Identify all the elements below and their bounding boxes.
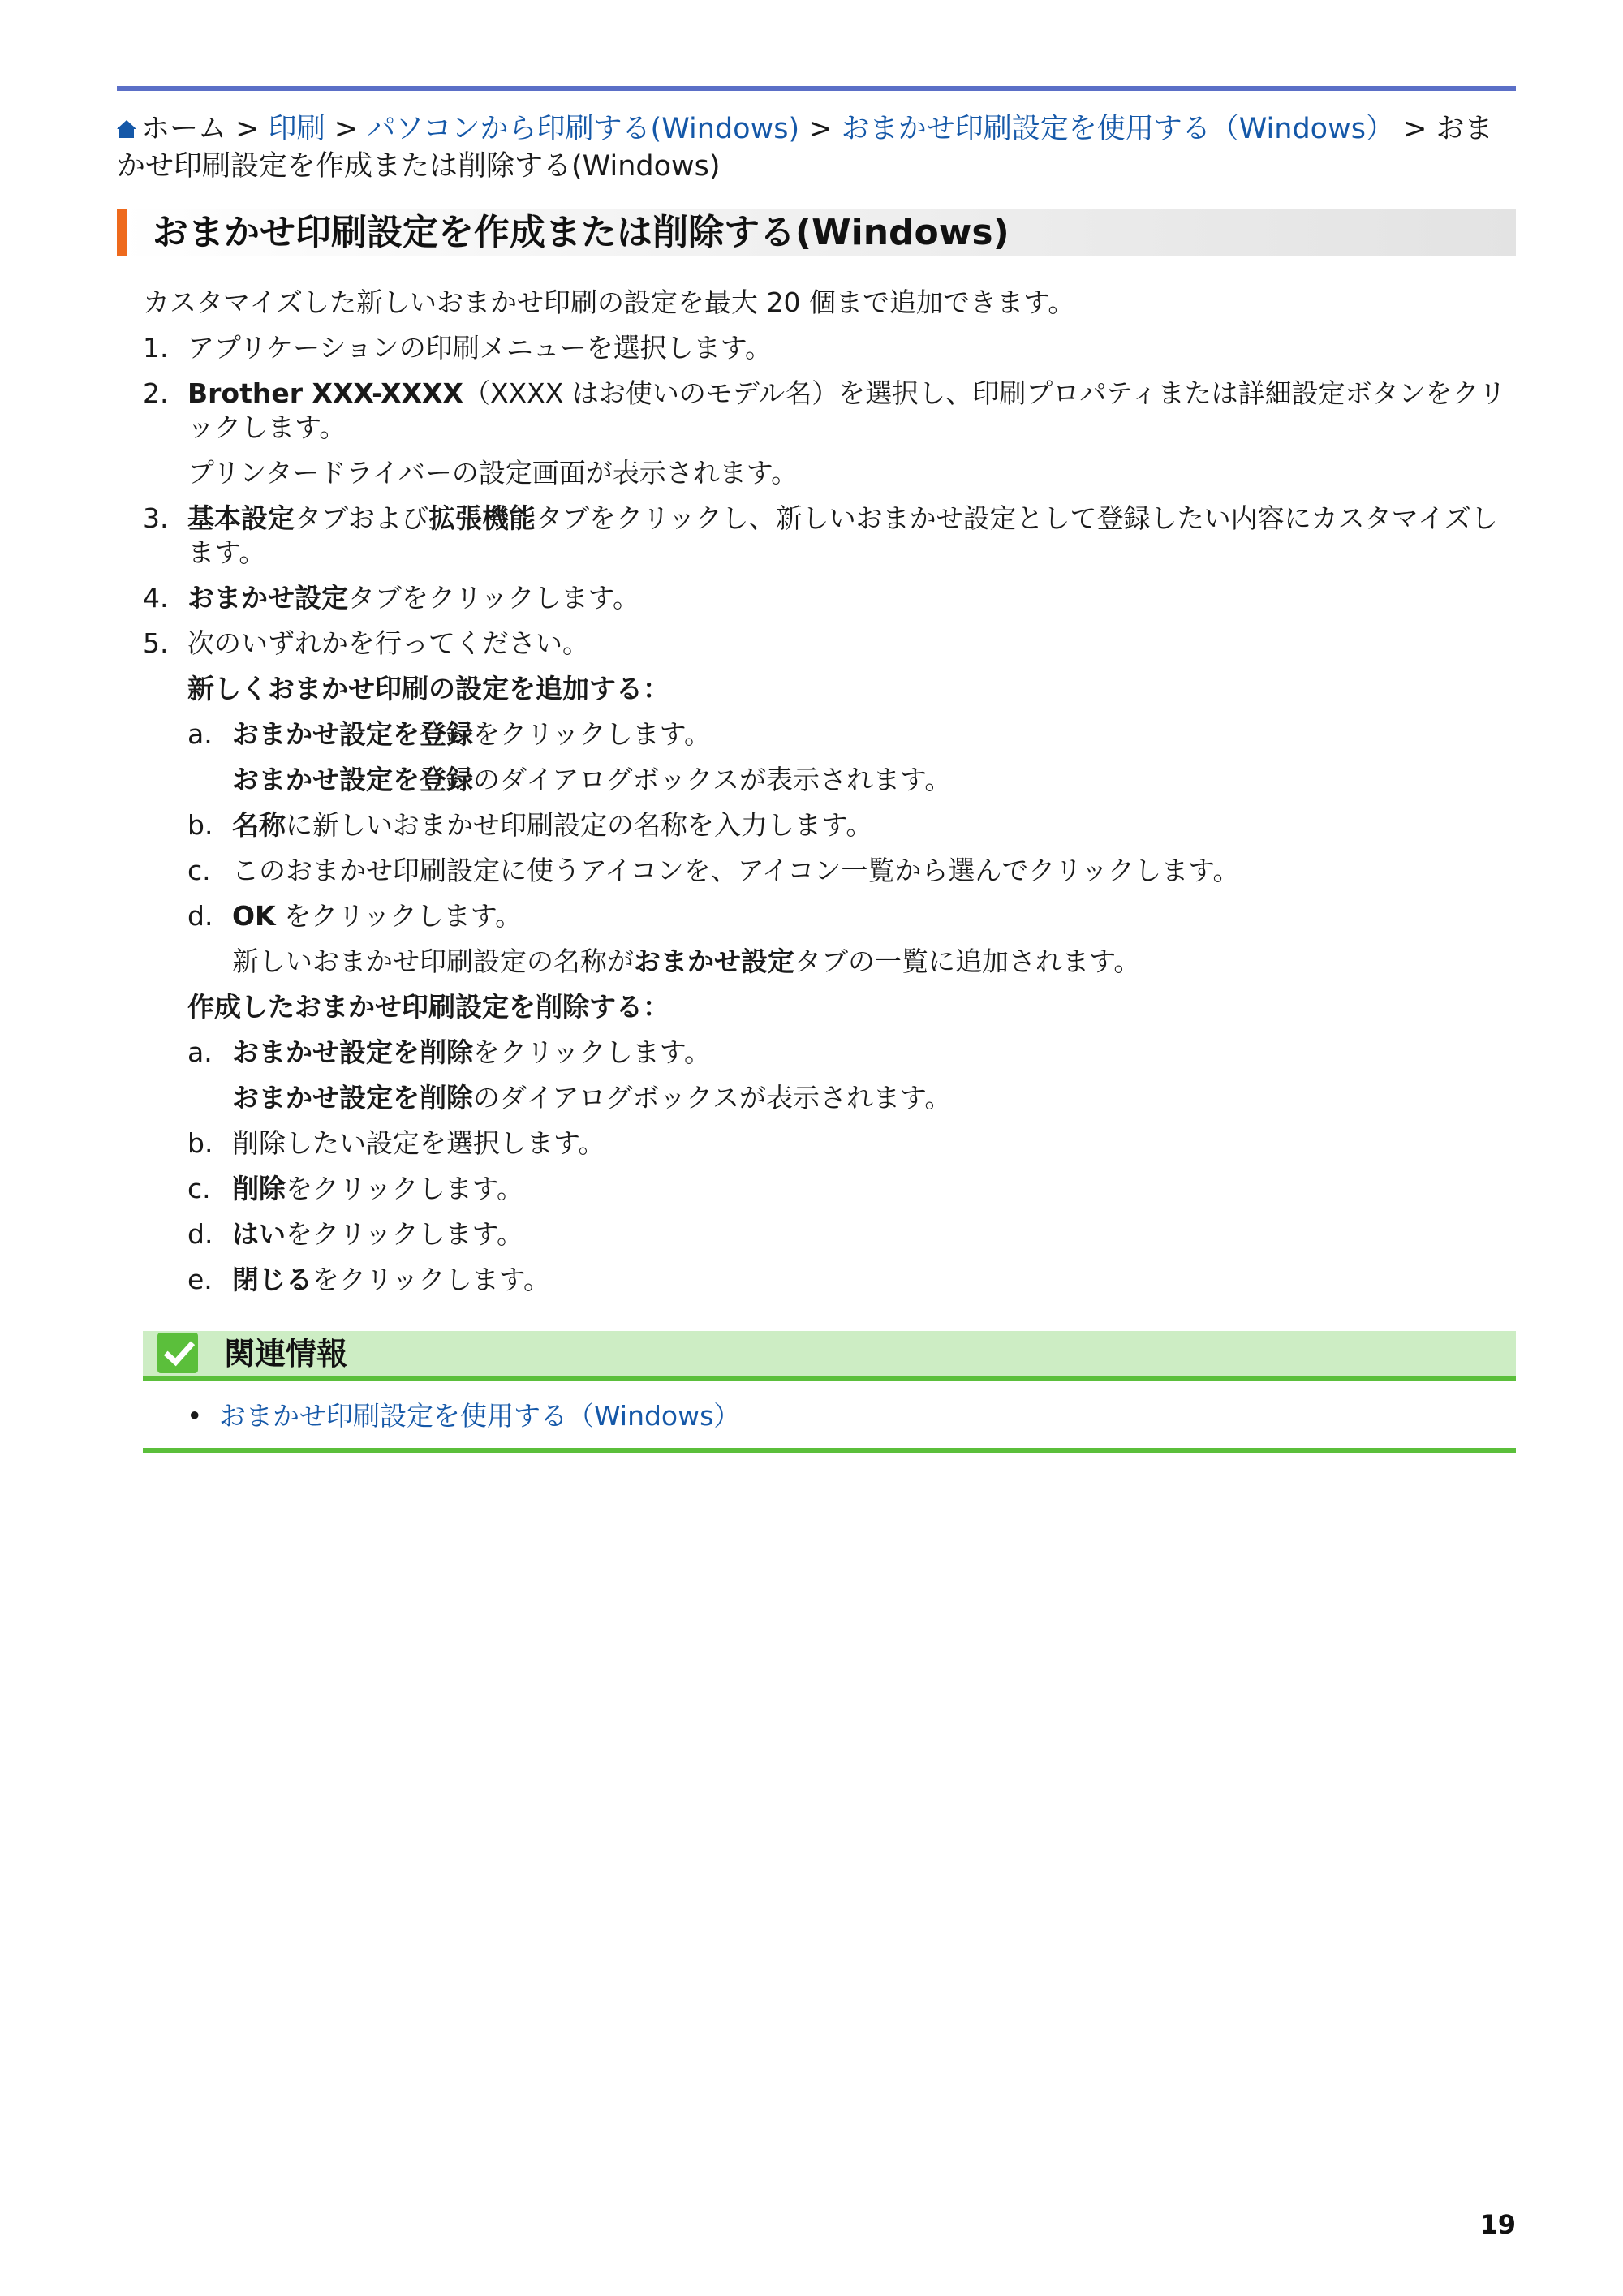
substep-letter: d. <box>187 1218 213 1250</box>
delete-step-c <box>143 1172 1522 1206</box>
breadcrumb <box>117 110 1521 185</box>
register-button-label: おまかせ設定を登録 <box>232 718 473 750</box>
checkmark-icon <box>157 1333 198 1373</box>
add-step-c <box>143 854 1522 888</box>
step-text: タブをクリックします。 <box>348 582 640 614</box>
breadcrumb-home[interactable]: ホーム <box>141 113 227 145</box>
substep-text: をクリックします。 <box>473 718 712 750</box>
step-text: タブおよび <box>295 502 428 534</box>
add-step-a-note <box>143 763 1522 797</box>
substep-letter: c. <box>187 855 211 886</box>
intro-text: カスタマイズした新しいおまかせ印刷の設定を最大 20 個まで追加できます。 <box>143 286 1075 318</box>
breadcrumb-separator: > <box>235 113 260 145</box>
breadcrumb-link-print[interactable]: 印刷 <box>268 113 325 145</box>
add-step-b <box>143 808 1522 842</box>
delete-preset-button-label: おまかせ設定を削除 <box>232 1036 473 1068</box>
delete-button-label: 削除 <box>232 1173 286 1204</box>
delete-dialog-label: おまかせ設定を削除 <box>232 1082 473 1114</box>
add-step-d-note <box>143 945 1522 979</box>
step-2-note: プリンタードライバーの設定画面が表示されます。 <box>187 457 799 489</box>
related-info-list <box>143 1399 1516 1433</box>
substep-text: をクリックします。 <box>473 1036 712 1068</box>
step-4 <box>143 581 1522 615</box>
step-number: 3. <box>143 502 169 534</box>
delete-step-a-note <box>143 1081 1522 1115</box>
related-info-header <box>143 1331 1516 1381</box>
section-title-bar <box>117 209 1516 256</box>
step-text: （XXXX はお使いのモデル名）を選択し、印刷プロパティまたは詳細設定ボタンをクリックします。 <box>187 377 1506 443</box>
title-accent-bar <box>117 209 127 256</box>
substep-letter: d. <box>187 900 213 932</box>
note-text: 新しいおまかせ印刷設定の名称が <box>232 946 634 977</box>
substep-text: 削除したい設定を選択します。 <box>232 1127 605 1159</box>
substep-letter: a. <box>187 1036 213 1068</box>
delete-step-e <box>143 1263 1522 1297</box>
preset-tab-label: おまかせ設定 <box>634 946 794 977</box>
step-number: 1. <box>143 332 169 364</box>
preset-tab-label: おまかせ設定 <box>187 582 348 614</box>
add-step-a <box>143 717 1522 752</box>
basic-settings-tab-label: 基本設定 <box>187 502 295 534</box>
step-1 <box>143 331 1522 365</box>
breadcrumb-current: おまかせ印刷設定を作成または削除する(Windows) <box>117 113 1493 183</box>
delete-section-heading: 作成したおまかせ印刷設定を削除する： <box>187 991 669 1023</box>
step-3 <box>143 502 1522 570</box>
step-5 <box>143 627 1522 661</box>
breadcrumb-separator: > <box>334 113 359 145</box>
breadcrumb-link-preset[interactable]: おまかせ印刷設定を使用する（Windows） <box>841 113 1394 145</box>
step-text: アプリケーションの印刷メニューを選択します。 <box>187 332 773 364</box>
related-link-preset[interactable]: おまかせ印刷設定を使用する（Windows） <box>219 1400 741 1432</box>
substep-letter: a. <box>187 718 213 750</box>
page-number: 19 <box>1479 2209 1516 2240</box>
main-content <box>143 286 1522 1308</box>
close-button-label: 閉じる <box>232 1264 312 1295</box>
step-2 <box>143 377 1522 445</box>
step-number: 4. <box>143 582 169 614</box>
model-name: Brother XXX-XXXX <box>187 377 463 409</box>
delete-step-a <box>143 1036 1522 1070</box>
step-number: 5. <box>143 627 169 659</box>
note-text: のダイアログボックスが表示されます。 <box>473 1082 952 1114</box>
breadcrumb-separator: > <box>808 113 833 145</box>
related-info-rule <box>143 1448 1516 1453</box>
register-dialog-label: おまかせ設定を登録 <box>232 764 473 795</box>
substep-text: をクリックします。 <box>312 1264 551 1295</box>
substep-letter: c. <box>187 1173 211 1204</box>
name-field-label: 名称 <box>232 809 286 841</box>
ok-button-label: OK <box>232 900 276 932</box>
home-icon[interactable] <box>117 120 136 138</box>
step-text: 次のいずれかを行ってください。 <box>187 627 589 659</box>
bullet: • <box>187 1400 203 1432</box>
related-info-title: 関連情報 <box>224 1336 348 1372</box>
step-number: 2. <box>143 377 169 409</box>
substep-text: をクリックします。 <box>286 1173 524 1204</box>
substep-text: に新しいおまかせ印刷設定の名称を入力します。 <box>286 809 873 841</box>
delete-step-d <box>143 1217 1522 1251</box>
add-step-d <box>143 899 1522 933</box>
substep-text: をクリックします。 <box>275 900 523 932</box>
header-rule <box>117 86 1516 91</box>
page-title: おまかせ印刷設定を作成または削除する(Windows) <box>153 212 1010 253</box>
note-text: のダイアログボックスが表示されます。 <box>473 764 952 795</box>
add-section-heading: 新しくおまかせ印刷の設定を追加する： <box>187 673 669 704</box>
substep-letter: e. <box>187 1264 213 1295</box>
advanced-tab-label: 拡張機能 <box>428 502 536 534</box>
substep-letter: b. <box>187 1127 213 1159</box>
yes-button-label: はい <box>232 1218 286 1250</box>
step-text: タブをクリックし、新しいおまかせ設定として登録したい内容にカスタマイズします。 <box>187 502 1498 568</box>
delete-step-b <box>143 1126 1522 1161</box>
note-text: タブの一覧に追加されます。 <box>794 946 1141 977</box>
substep-text: をクリックします。 <box>286 1218 524 1250</box>
substep-letter: b. <box>187 809 213 841</box>
breadcrumb-link-pc-print[interactable]: パソコンから印刷する(Windows) <box>367 113 800 145</box>
substep-text: このおまかせ印刷設定に使うアイコンを、アイコン一覧から選んでクリックします。 <box>232 855 1240 886</box>
breadcrumb-separator: > <box>1403 113 1427 145</box>
